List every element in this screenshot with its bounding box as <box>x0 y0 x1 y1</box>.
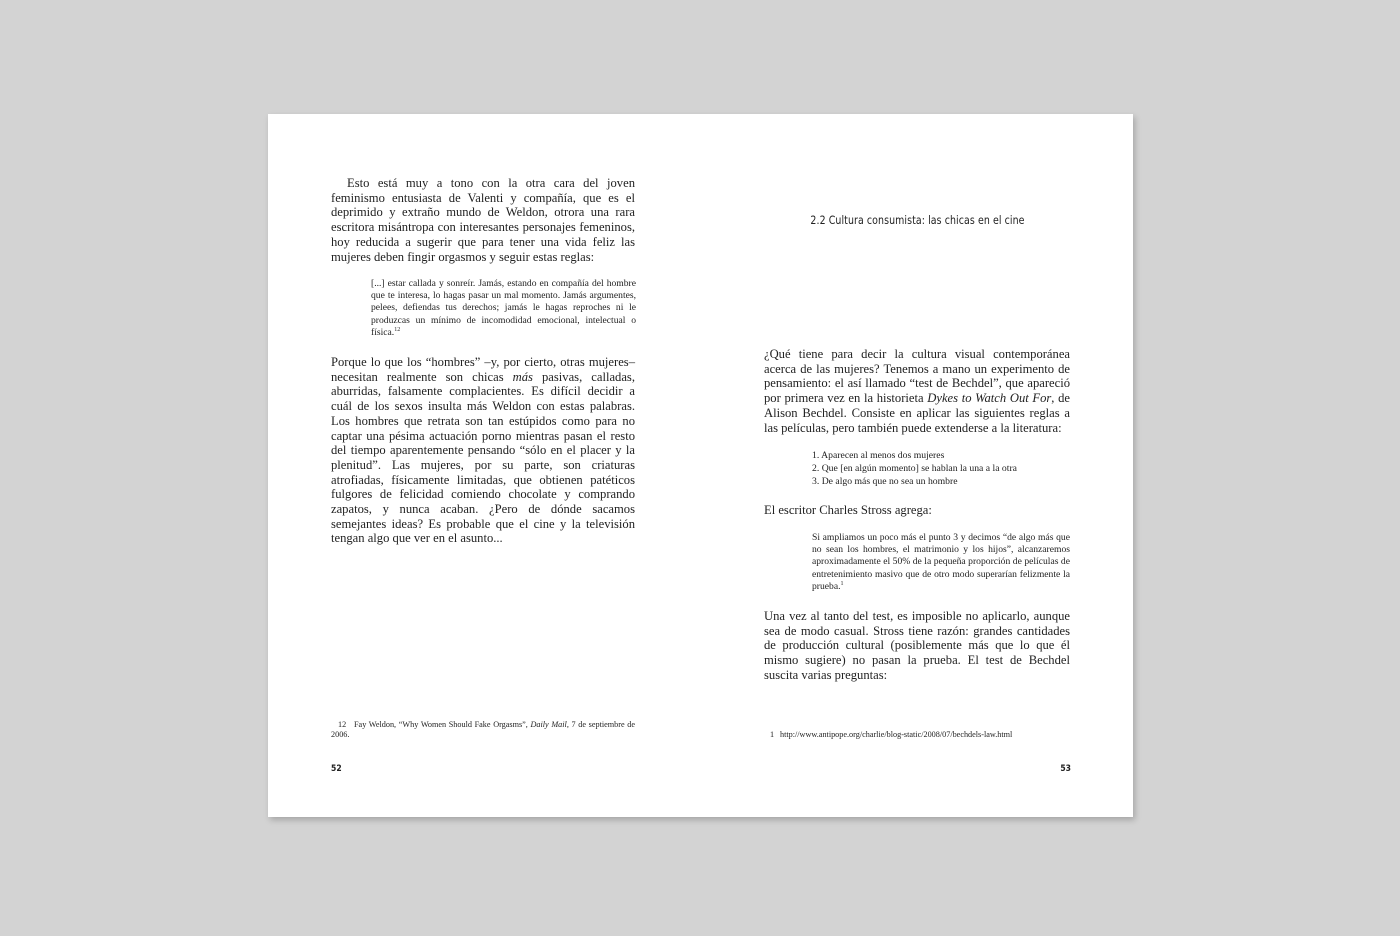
left-footnote-text-b: , 7 de septiembre de 2006. <box>331 720 635 739</box>
bechdel-rules-list <box>812 450 1017 488</box>
left-footnote <box>331 720 635 740</box>
right-paragraph-3: Una vez al tanto del test, es imposible no aplicarlo, aunque sea de modo casual. Stross tiene razón: grandes cantidades de producción cultural (posiblemente más que lo que él mismo sugiere) no pasan la prueba. El test de Bechdel suscita varias preguntas: <box>764 609 1070 682</box>
right-block-quote <box>812 532 1070 593</box>
left-page-number: 52 <box>331 764 342 774</box>
right-footnote-url: http://www.antipope.org/charlie/blog-static/2008/07/bechdels-law.html <box>780 730 1013 739</box>
left-page <box>268 114 700 817</box>
right-page-number: 53 <box>1060 764 1071 774</box>
left-paragraph-2 <box>331 355 635 546</box>
right-page <box>700 114 1133 817</box>
left-footnote-source: Daily Mail <box>530 720 567 729</box>
left-footnote-number: 12 <box>338 720 347 729</box>
left-paragraph-2-emphasis: más <box>512 369 533 384</box>
right-paragraph-1-part-a: ¿Qué tiene para decir la cultura visual contemporánea acerca de las mujeres? Tenemos a mano un experimento de pensamiento: el así llamado “test de Bechdel”, que apareció por primera vez en la historieta <box>764 347 1070 406</box>
right-quote-text: Si ampliamos un poco más el punto 3 y decimos “de algo más que no sean los hombres, el matrimonio y los hijos”, alcanzaremos aproximadamente el 50% de la pequeña proporción de películas de entretenimiento masivo que de otro modo superarían felizmente la prueba. <box>812 532 1070 592</box>
left-block-quote <box>371 278 636 339</box>
right-paragraph-1-comic-title: Dykes to Watch Out For <box>927 391 1052 406</box>
book-spread <box>268 114 1133 817</box>
left-paragraph-1: Esto está muy a tono con la otra cara del joven feminismo entusiasta de Valenti y compañía, que es el deprimido y extraño mundo de Weldon, otrora una rara escritora misántropa con interesantes personajes femeninos, hoy reducida a sugerir que para tener una vida feliz las mujeres deben fingir orgasmos y seguir estas reglas: <box>331 176 635 264</box>
right-paragraph-1-part-b: , de Alison Bechdel. Consiste en aplicar las siguientes reglas a las películas, pero también puede extenderse a la literatura: <box>764 391 1070 435</box>
right-paragraph-2: El escritor Charles Stross agrega: <box>764 503 932 517</box>
bechdel-rule-3: 3. De algo más que no sea un hombre <box>812 475 958 487</box>
left-paragraph-2-part-b: pasivas, calladas, aburridas, falsamente complacientes. Es difícil decidir a cuál de los sexos insulta más Weldon con estas palabras. Los hombres que retrata son tan estúpidos como para no captar una pésima actuación porno mientras pasan el resto del tiempo aparentemente pensando “sólo en el placer y la plenitud”. Las mujeres, por su parte, son criaturas atrofiadas, físicamente limitadas, que obtienen patéticos fulgores de felicidad comiendo chocolate y comprando zapatos, y nunca acaban. ¿Pero de dónde sacamos semejantes ideas? Es probable que el cine y la televisión tengan algo que ver en el asunto... <box>331 369 635 546</box>
right-footnote-number: 1 <box>770 730 775 739</box>
left-paragraph-2-part-a: Porque lo que los “hombres” –y, por cierto, otras mujeres– necesitan realmente son chicas <box>331 355 635 384</box>
bechdel-rule-2: 2. Que [en algún momento] se hablan la una a la otra <box>812 462 1017 474</box>
left-quote-note-ref: 12 <box>394 326 401 333</box>
section-heading: 2.2 Cultura consumista: las chicas en el cine <box>810 213 1025 227</box>
left-footnote-text-a: Fay Weldon, “Why Women Should Fake Orgasms”, <box>354 720 531 729</box>
right-paragraph-1 <box>764 347 1070 435</box>
bechdel-rule-1: 1. Aparecen al menos dos mujeres <box>812 450 945 461</box>
left-quote-text: [...] estar callada y sonreír. Jamás, estando en compañía del hombre que te interesa, lo hagas pasar un mal momento. Jamás argumentes, pelees, defiendas tus derechos; jamás le hagas reproches ni le produzcas un mínimo de incomodidad emocional, intelectual o física. <box>371 278 636 338</box>
right-footnote <box>764 730 1094 740</box>
right-quote-note-ref: 1 <box>840 580 844 587</box>
